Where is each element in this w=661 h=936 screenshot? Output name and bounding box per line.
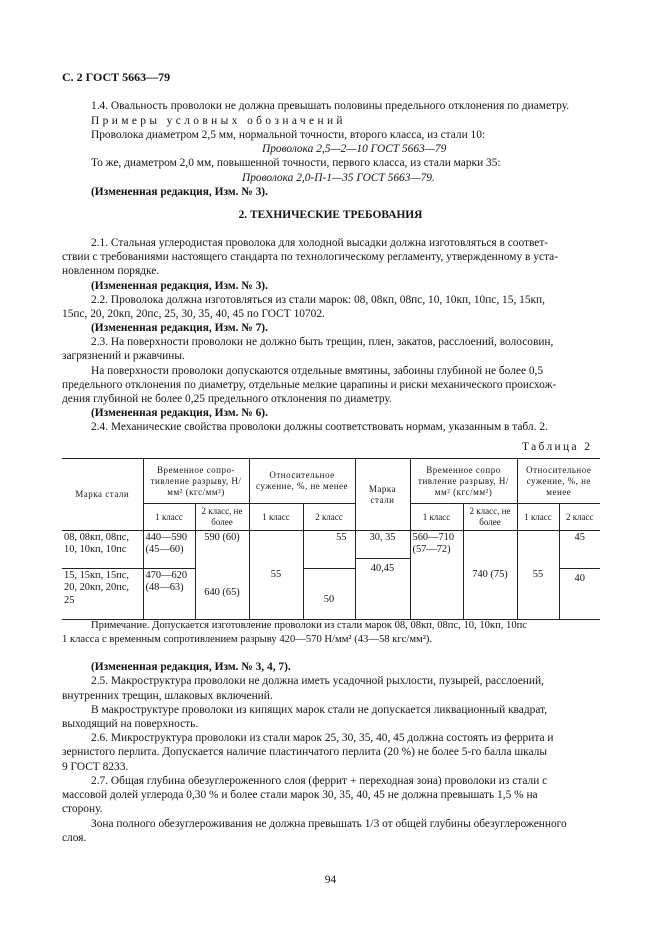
para-2-3-line-4: предельного отклонения по диаметру, отдельные мелкие царапины и риски механического происхож- [62,379,557,391]
para-2-5-line-3: В макроструктуре проволоки из кипящих марок стали не допускается ликвационный квадрат, [91,704,548,716]
revision-note: (Измененная редакция, Изм. № 3, 4, 7). [91,661,291,673]
col-header-reduction-2: Относительное сужение, %, не менее [517,459,600,504]
designation-example-1: Проволока 2,5—2—10 ГОСТ 5663—79 [262,143,447,155]
para-2-6-line-2: зернистого перлита. Допускается наличие пластинчатого перлита (20 %) не более 5-го балла шкалы [62,746,548,758]
table-cell: 590 (60) [195,531,249,559]
page-number [0,873,661,888]
para-2-6-line-3: 9 ГОСТ 8233. [62,761,129,773]
col-header-reduction: Относительное сужение, %, не менее [249,459,355,504]
table-cell: 55 [303,531,355,569]
para-2-7-line-4: Зона полного обезуглероживания не должна превышать 1/3 от общей глубины обезуглероженного [91,818,567,830]
para-2-7-line-5: слоя. [62,832,87,844]
table-cell: 560—710 (57—72) [410,531,463,619]
revision-note: (Измененная редакция, Изм. № 3). [91,186,268,198]
table-cell: 55 [517,531,559,619]
table-cell: 45 [559,531,600,569]
para-2-3-line-2: загрязнений и ржавчины. [62,350,185,362]
col-header-class-2-max: 2 класс, не более [463,504,517,531]
col-header-tensile: Временное сопро-тивление разрыву, Н/мм² (кгс/мм²) [143,459,249,504]
para-2-7-line-2: массовой долей углерода 0,30 % и более стали марок 30, 35, 40, 45 не должна превышать 1,5 % на [62,789,538,801]
table-note-line-2: 1 класса с временным сопротивлением разрыву 420—570 Н/мм² (43—58 кгс/мм²). [62,634,433,645]
para-2-3-line-3: На поверхности проволоки допускаются отдельные вмятины, забоины глубиной не более 0,5 [91,365,544,377]
revision-note: (Измененная редакция, Изм. № 6). [91,407,268,419]
para-2-5-line-4: выходящий на поверхность. [62,718,199,730]
col-header-class-2-max: 2 класс, не более [195,504,249,531]
table-cell: 640 (65) [195,569,249,619]
col-header-grade: Марка стали [62,459,143,531]
para-2-1-line-3: новленном порядке. [62,265,160,277]
section-title [0,208,661,223]
para-2-4: 2.4. Механические свойства проволоки должны соответствовать нормам, указанным в табл. 2. [91,421,548,433]
para-2-3-line-5: дения глубиной не более 0,25 предельного отклонения по диаметру. [62,393,392,405]
para-2-6-line-1: 2.6. Микроструктура проволоки из стали марок 25, 30, 35, 40, 45 должна состоять из феррита и [91,732,554,744]
revision-note: (Измененная редакция, Изм. № 3). [91,280,268,292]
table-note-line-1 [91,619,527,632]
table-cell: 40 [559,569,600,619]
table-cell: 440—590 (45—60) [143,531,195,569]
col-header-grade-2: Марка стали [355,459,410,531]
page-number-text: 94 [324,874,337,886]
examples-heading: Примеры условных обозначений [91,115,346,127]
section-title-text: 2. ТЕХНИЧЕСКИЕ ТРЕБОВАНИЯ [238,209,423,221]
revision-note: (Измененная редакция, Изм. № 7). [91,322,268,334]
para-2-5-line-1: 2.5. Макроструктура проволоки не должна иметь усадочной рыхлости, пузырей, расслоений, [91,675,544,687]
mechanical-properties-table [62,458,600,620]
table-cell: 40,45 [355,559,410,619]
para-1-4-line-1: 1.4. Овальность проволоки не должна превышать половины предельного отклонения по диаметру. [91,100,570,112]
para-2-7-line-1: 2.7. Общая глубина обезуглероженного слоя (феррит + переходная зона) проволоки из стали с [91,775,548,787]
col-header-class-2: 2 класс [559,504,600,531]
para-2-2-line-1: 2.2. Проволока должна изготовляться из стали марок: 08, 08кп, 08пс, 10, 10кп, 10пс, 15, 15кп, [91,294,546,306]
table-cell: 55 [249,531,303,619]
table-cell: 50 [303,569,355,619]
designation-example-2: Проволока 2,0-П-1—35 ГОСТ 5663—79. [242,172,435,184]
col-header-class-1: 1 класс [143,504,195,531]
table-caption: Таблица 2 [522,441,593,453]
col-header-class-1: 1 класс [410,504,463,531]
para-2-7-line-3: сторону. [62,803,103,815]
para-2-1-line-1: 2.1. Стальная углеродистая проволока для холодной высадки должна изготовляться в соответ- [91,237,549,249]
para-2-2-line-2: 15пс, 20, 20кп, 20пс, 25, 30, 35, 40, 45 по ГОСТ 10702. [62,308,325,320]
para-2-1-line-2: ствии с требованиями настоящего стандарта по технологическому регламенту, утвержденному в уста- [62,251,558,263]
col-header-class-2: 2 класс [303,504,355,531]
table-cell: 740 (75) [463,531,517,619]
table-note-text: Примечание. Допускается изготовление проволоки из стали марок 08, 08кп, 08пс, 10, 10кп, 10пс [91,620,528,631]
page-header: С. 2 ГОСТ 5663—79 [62,70,171,84]
col-header-class-1: 1 класс [517,504,559,531]
table-cell: 470—620 (48—63) [143,569,195,619]
para-2-5-line-2: внутренних трещин, шлаковых включений. [62,690,273,702]
table-cell: 15, 15кп, 15пс, 20, 20кп, 20пс, 25 [62,569,143,619]
table-cell: 30, 35 [355,531,410,559]
para-1-4-line-3: Проволока диаметром 2,5 мм, нормальной точности, второго класса, из стали 10: [91,129,486,141]
para-2-3-line-1: 2.3. На поверхности проволоки не должно быть трещин, плен, закатов, расслоений, волосовин, [91,336,554,348]
para-1-4-line-5: То же, диаметром 2,0 мм, повышенной точности, первого класса, из стали марки 35: [91,157,501,169]
table-cell-empty [195,559,249,569]
table-cell: 08, 08кп, 08пс, 10, 10кп, 10пс [62,531,143,569]
col-header-tensile-2: Временное сопро тивление разрыву, Н/мм² (кгс/мм²) [410,459,517,504]
col-header-class-1: 1 класс [249,504,303,531]
